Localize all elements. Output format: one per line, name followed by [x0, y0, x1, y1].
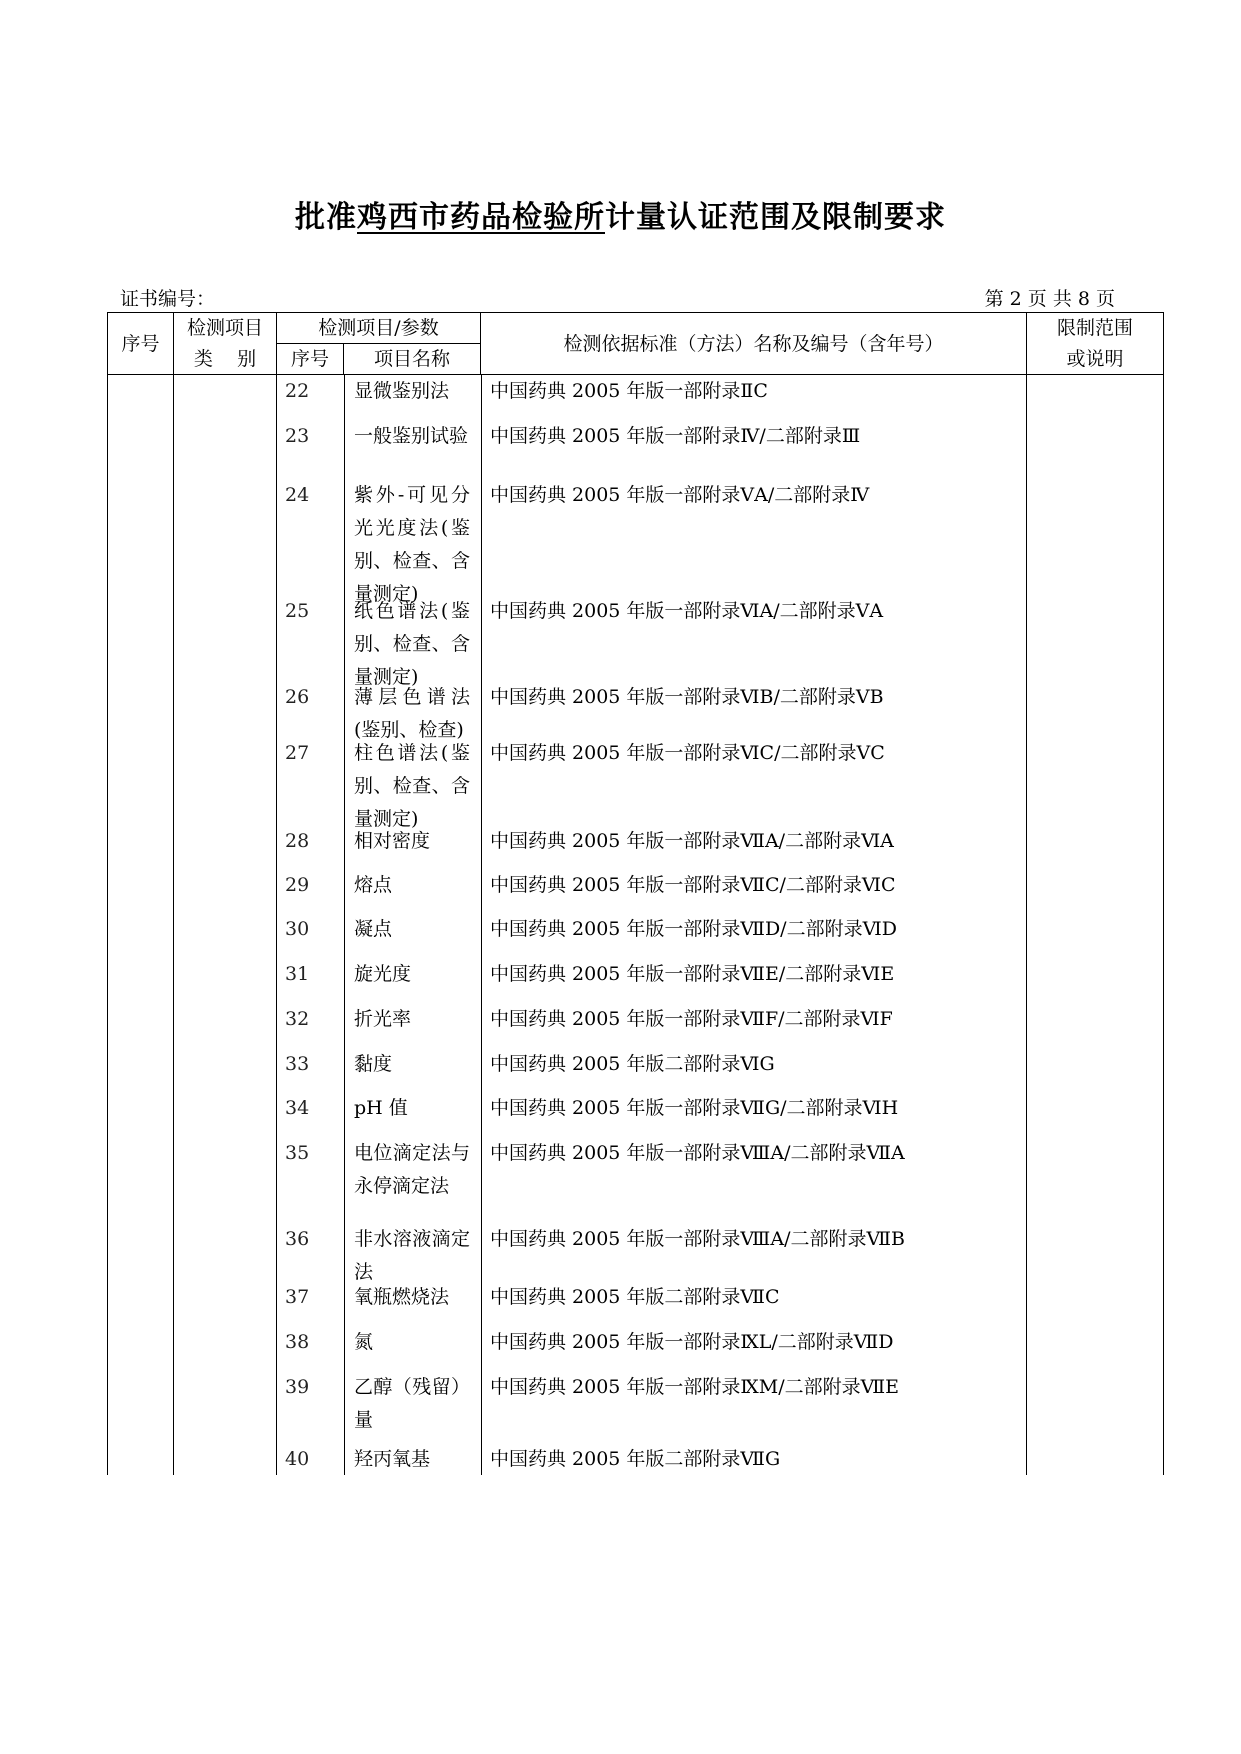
row-standard: 中国药典 2005 年版一部附录ⅡC	[490, 380, 768, 402]
row-item-name: 氧瓶燃烧法	[354, 1286, 450, 1308]
row-item-name: 显微鉴别法	[354, 380, 450, 402]
row-number: 23	[285, 425, 310, 447]
row-number: 39	[285, 1376, 310, 1398]
title-organization: 鸡西市药品检验所	[357, 200, 605, 235]
table-row	[277, 913, 897, 946]
header-seq: 序号	[108, 313, 174, 375]
table-row	[277, 1223, 905, 1289]
table-row	[277, 1443, 780, 1476]
certificate-number-label: 证书编号：	[120, 288, 216, 310]
row-item-name: 黏度	[354, 1053, 393, 1075]
row-standard: 中国药典 2005 年版一部附录ⅥA/二部附录ⅤA	[490, 600, 884, 622]
row-item-name: 旋光度	[354, 963, 412, 985]
row-number: 38	[285, 1331, 310, 1353]
row-item-name: 柱色谱法(鉴别、检查、含量测定)	[354, 742, 470, 830]
row-number: 22	[285, 380, 310, 402]
row-standard: 中国药典 2005 年版一部附录Ⅳ/二部附录Ⅲ	[490, 425, 861, 447]
table-row	[277, 1137, 905, 1203]
table-row	[277, 595, 883, 694]
table-row	[277, 825, 894, 858]
row-standard: 中国药典 2005 年版一部附录ⅦC/二部附录ⅥC	[490, 874, 896, 896]
row-number: 27	[285, 742, 310, 764]
row-number: 37	[285, 1286, 310, 1308]
table-row	[277, 420, 860, 453]
row-item-name: 电位滴定法与永停滴定法	[354, 1142, 470, 1197]
scope-table	[107, 312, 1164, 1475]
row-item-name: 氮	[354, 1331, 374, 1353]
row-standard: 中国药典 2005 年版一部附录ⅤA/二部附录Ⅳ	[490, 484, 870, 506]
header-params: 检测项目/参数	[277, 313, 481, 344]
document-title	[0, 192, 1241, 236]
row-item-name: pH 值	[354, 1097, 408, 1119]
body-seq-cell	[108, 375, 174, 1475]
row-item-name: 紫外-可见分光光度法(鉴别、检查、含量测定)	[354, 484, 470, 605]
row-number: 28	[285, 830, 310, 852]
table-row	[277, 958, 894, 991]
table-row	[277, 1281, 780, 1314]
row-number: 32	[285, 1008, 310, 1030]
row-item-name: 非水溶液滴定法	[354, 1228, 470, 1283]
row-number: 40	[285, 1448, 310, 1470]
row-number: 34	[285, 1097, 310, 1119]
table-row	[277, 479, 869, 611]
row-number: 25	[285, 600, 310, 622]
row-item-name: 折光率	[354, 1008, 412, 1030]
table-row	[277, 375, 768, 408]
row-number: 35	[285, 1142, 310, 1164]
body-limit-cell	[1027, 375, 1164, 1475]
row-standard: 中国药典 2005 年版一部附录ⅧA/二部附录ⅦA	[490, 1142, 905, 1164]
header-standard: 检测依据标准（方法）名称及编号（含年号）	[481, 313, 1027, 375]
row-standard: 中国药典 2005 年版一部附录ⅨM/二部附录ⅦE	[490, 1376, 900, 1398]
row-item-name: 羟丙氧基	[354, 1448, 431, 1470]
row-item-name: 乙醇（残留）量	[354, 1376, 470, 1431]
row-number: 29	[285, 874, 310, 896]
row-standard: 中国药典 2005 年版一部附录ⅦA/二部附录ⅥA	[490, 830, 894, 852]
header-category-line2: 类 别	[174, 344, 277, 375]
row-standard: 中国药典 2005 年版一部附录ⅥB/二部附录ⅤB	[490, 686, 884, 708]
body-entries-cell	[277, 375, 1027, 1475]
row-item-name: 相对密度	[354, 830, 431, 852]
body-category-cell	[174, 375, 277, 1475]
row-item-name: 凝点	[354, 918, 393, 940]
row-number: 36	[285, 1228, 310, 1250]
header-limit-line2: 或说明	[1027, 344, 1164, 375]
header-sub-name: 项目名称	[344, 344, 481, 375]
page-indicator: 第 2 页 共 8 页	[984, 288, 1115, 310]
row-standard: 中国药典 2005 年版二部附录ⅦG	[490, 1448, 781, 1470]
row-number: 30	[285, 918, 310, 940]
row-number: 24	[285, 484, 310, 506]
row-standard: 中国药典 2005 年版二部附录ⅦC	[490, 1286, 780, 1308]
header-limit-line1: 限制范围	[1027, 313, 1164, 344]
table-row	[277, 737, 885, 836]
row-number: 31	[285, 963, 310, 985]
table-row	[277, 1048, 775, 1081]
table-row	[277, 1092, 898, 1125]
row-item-name: 薄层色谱法(鉴别、检查)	[354, 686, 470, 741]
table-row	[277, 1326, 894, 1359]
row-number: 26	[285, 686, 310, 708]
row-standard: 中国药典 2005 年版一部附录ⅦE/二部附录ⅥE	[490, 963, 895, 985]
table-row	[277, 869, 896, 902]
row-standard: 中国药典 2005 年版一部附录ⅥC/二部附录ⅤC	[490, 742, 885, 764]
row-standard: 中国药典 2005 年版一部附录ⅦD/二部附录ⅥD	[490, 918, 897, 940]
row-standard: 中国药典 2005 年版一部附录ⅧA/二部附录ⅦB	[490, 1228, 905, 1250]
table-row	[277, 1371, 899, 1437]
row-item-name: 一般鉴别试验	[354, 425, 469, 447]
row-standard: 中国药典 2005 年版一部附录ⅦF/二部附录ⅥF	[490, 1008, 893, 1030]
title-prefix: 批准	[295, 200, 357, 235]
row-standard: 中国药典 2005 年版一部附录ⅦG/二部附录ⅥH	[490, 1097, 899, 1119]
row-number: 33	[285, 1053, 310, 1075]
row-item-name: 熔点	[354, 874, 393, 896]
header-sub-seq: 序号	[277, 344, 344, 375]
header-category-line1: 检测项目	[174, 313, 277, 344]
row-item-name: 纸色谱法(鉴别、检查、含量测定)	[354, 600, 470, 688]
table-row	[277, 1003, 893, 1036]
row-standard: 中国药典 2005 年版一部附录ⅨL/二部附录ⅦD	[490, 1331, 894, 1353]
row-standard: 中国药典 2005 年版二部附录ⅥG	[490, 1053, 775, 1075]
title-suffix: 计量认证范围及限制要求	[605, 200, 946, 235]
